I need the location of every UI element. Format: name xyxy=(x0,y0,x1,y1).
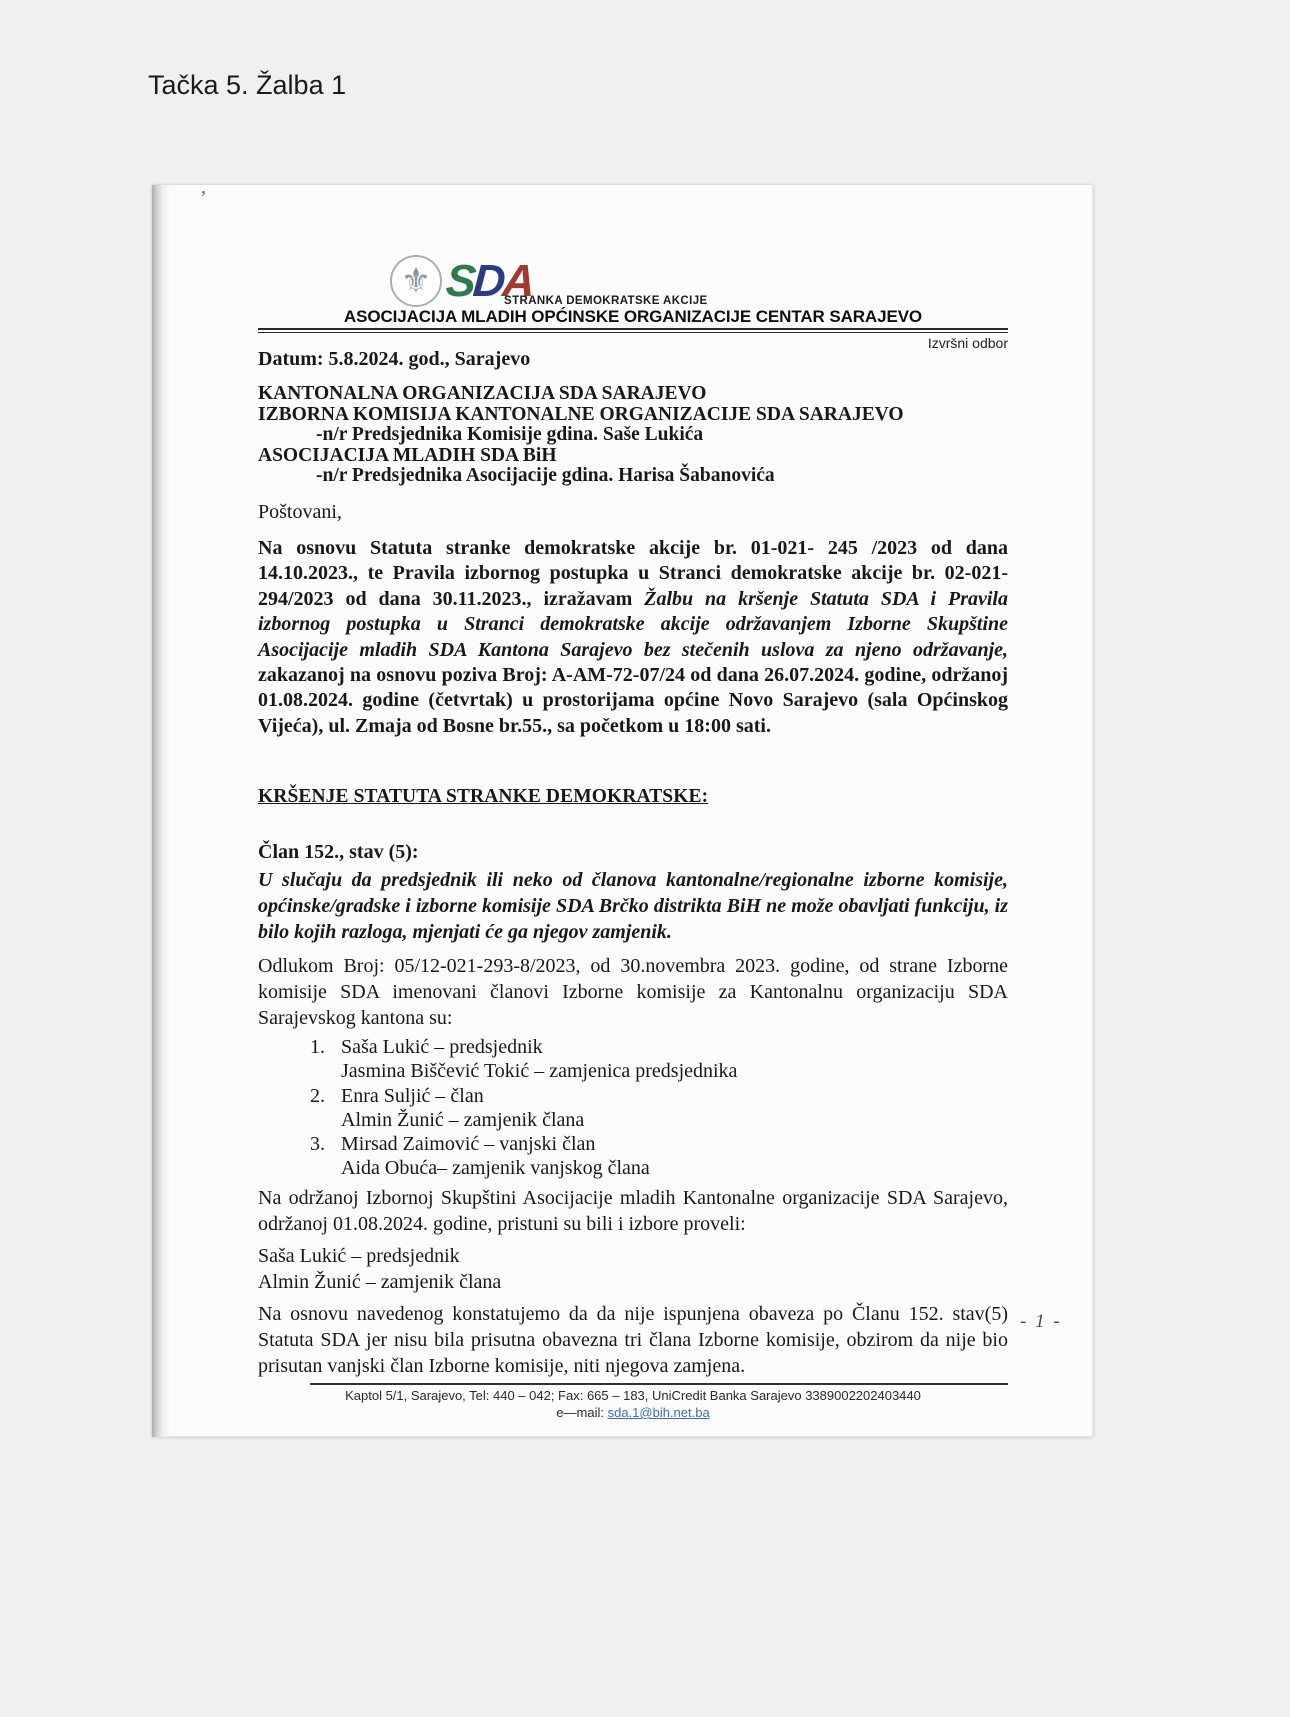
decision-paragraph: Odlukom Broj: 05/12-021-293-8/2023, od 30.novembra 2023. godine, od strane Izborne komisije SDA imenovani članovi Izborne komisije za Kantonalnu organizaciju SDA Sarajevskog kantona su: xyxy=(258,955,1008,1029)
member-name: Enra Suljić – član xyxy=(341,1084,484,1107)
list-number: 3. xyxy=(310,1133,325,1156)
clause-heading: Član 152., stav (5): xyxy=(258,841,419,863)
list-item xyxy=(258,1132,737,1156)
scanned-document-page xyxy=(152,185,1093,1437)
assembly-paragraph: Na održanoj Izbornoj Skupštini Asocijacije mladih Kantonalne organizacije SDA Sarajevo, održanoj 01.08.2024. godine, pristuni su bili i izbore proveli: xyxy=(258,1187,1008,1235)
recipient-line: IZBORNA KOMISIJA KANTONALNE ORGANIZACIJE SDA SARAJEVO xyxy=(258,403,904,425)
footer-divider xyxy=(310,1383,1008,1385)
recipients-block xyxy=(258,384,904,487)
deputy-name: Aida Obuća– zamjenik vanjskog člana xyxy=(341,1157,650,1180)
footer-email-line xyxy=(258,1405,1008,1420)
violation-section-heading: KRŠENJE STATUTA STRANKE DEMOKRATSKE: xyxy=(258,786,709,807)
organization-title: ASOCIJACIJA MLADIH OPĆINSKE ORGANIZACIJE CENTAR SARAJEVO xyxy=(343,307,923,326)
list-number: 1. xyxy=(310,1036,325,1058)
deputy-name: Jasmina Biščević Tokić – zamjenica predsjednika xyxy=(341,1060,738,1083)
intro-text-emphasis: Žalbu na kršenje Statuta SDA i Pravila izbornog postupka u Stranci demokratske akcije održavanjem Izborne Skupštine Asocijacije mladih SDA Kantona Sarajevo bez stečenih uslova za njeno održavanje, xyxy=(258,587,1008,661)
scan-shadow-left-edge xyxy=(152,185,170,1437)
conclusion-paragraph: Na osnovu navedenog konstatujemo da da nije ispunjena obaveza po Članu 152. stav(5) Statuta SDA jer nisu bila prisutna obavezna tri člana Izborne komisije, obzirom da nije bio prisutan vanjski član Izborne komisije, niti njegova zamjena. xyxy=(258,1303,1008,1377)
list-item xyxy=(258,1084,737,1108)
recipient-attn-line: -n/r Predsjednika Asocijacije gdina. Harisa Šabanovića xyxy=(316,465,775,486)
letterhead-divider xyxy=(258,328,1008,333)
attendee-line: Saša Lukić – predsjednik xyxy=(258,1245,460,1267)
list-item xyxy=(258,1059,737,1083)
sda-logo-text: SDA xyxy=(444,255,534,306)
handwritten-page-marker: - 1 - xyxy=(1020,1311,1062,1332)
attendees-block xyxy=(258,1243,501,1295)
recipient-line: KANTONALNA ORGANIZACIJA SDA SARAJEVO xyxy=(258,383,707,404)
sda-emblem-circle xyxy=(390,255,442,307)
member-name: Saša Lukić – predsjednik xyxy=(341,1036,543,1058)
deputy-name: Almin Žunić – zamjenik člana xyxy=(341,1108,585,1131)
footer-address-line: Kaptol 5/1, Sarajevo, Tel: 440 – 042; Fax: 665 – 183, UniCredit Banka Sarajevo 3389002202403440 xyxy=(345,1388,921,1403)
email-label: e—mail: xyxy=(556,1405,608,1420)
recipient-attn-line: -n/r Predsjednika Komisije gdina. Saše Lukića xyxy=(316,424,704,445)
intro-text-pre: Na osnovu Statuta stranke demokratske akcije br. 01-021- 245 /2023 od dana 14.10.2023., te Pravila izbornog postupka u Stranci demokratske akcije br. 02-021-294/2023 od dana 30.11.2023., izražavam xyxy=(258,537,1008,610)
list-number: 2. xyxy=(310,1084,325,1107)
attendee-line: Almin Žunić – zamjenik člana xyxy=(258,1271,502,1293)
commission-members-list xyxy=(258,1035,737,1181)
email-link[interactable]: sda.1@bih.net.ba xyxy=(607,1405,710,1420)
clause-quotation: U slučaju da predsjednik ili neko od članova kantonalne/regionalne izborne komisije, općinske/gradske i izborne komisije SDA Brčko distrikta BiH ne može obavljati funkciju, iz bilo kojih razloga, mjenjati će ga njegov zamjenik. xyxy=(258,869,1008,943)
list-item xyxy=(258,1108,737,1132)
scan-artifact-mark: ’ xyxy=(200,187,207,209)
list-item xyxy=(258,1035,737,1059)
fleur-de-lis-icon: ⚜ xyxy=(400,262,432,300)
page-title: Tačka 5. Žalba 1 xyxy=(148,70,347,100)
list-item xyxy=(258,1156,737,1180)
salutation: Poštovani, xyxy=(258,501,342,523)
recipient-line: ASOCIJACIJA MLADIH SDA BiH xyxy=(258,444,557,466)
intro-text-post: zakazanoj na osnovu poziva Broj: A-AM-72-07/24 od dana 26.07.2024. godine, održanoj 01.08.2024. godine (četvrtak) u prostorijama općine Novo Sarajevo (sala Općinskog Vijeća), ul. Zmaja od Bosne br.55., sa početkom u 18:00 sati. xyxy=(258,664,1008,737)
party-name-tagline: STRANKA DEMOKRATSKE AKCIJE xyxy=(504,295,708,307)
member-name: Mirsad Zaimović – vanjski član xyxy=(341,1133,596,1156)
date-line: Datum: 5.8.2024. god., Sarajevo xyxy=(258,348,531,370)
intro-paragraph xyxy=(258,536,1008,739)
executive-board-label: Izvršni odbor xyxy=(927,335,1008,351)
